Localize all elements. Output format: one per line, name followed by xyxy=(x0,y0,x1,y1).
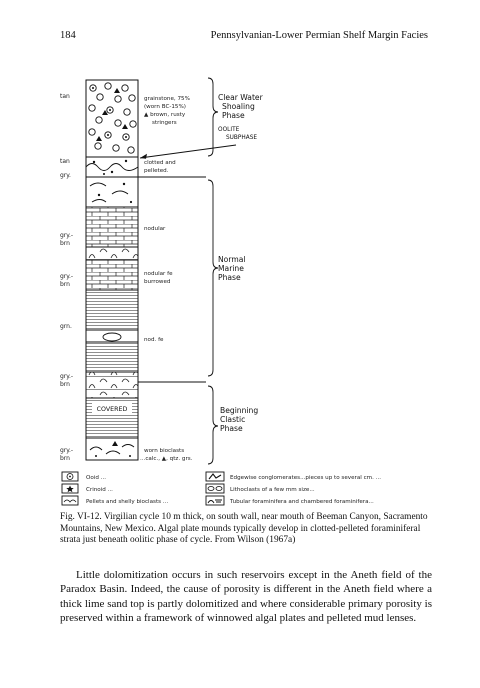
oolite-unit xyxy=(86,80,138,157)
phase-beginning-clastic-2: Clastic xyxy=(220,415,246,424)
legend-item-pellets xyxy=(62,496,168,505)
desc-worn-1: worn bioclasts xyxy=(144,448,185,454)
legend-label-tubular: Tubular foraminifera and chambered foraminifera... xyxy=(230,499,374,505)
desc-nodular: nodular xyxy=(144,226,166,232)
lith-label-grybrn-3a: gry.- xyxy=(60,373,74,380)
covered-interval xyxy=(86,398,138,438)
oolite-arrow-head xyxy=(140,154,147,159)
nodule-mark xyxy=(103,333,121,341)
phase-normal-marine-1: Normal xyxy=(218,255,246,264)
legend-label-pellets: Pellets and shelly bioclasts ... xyxy=(86,499,169,505)
bioclastic-unit xyxy=(86,177,138,207)
phase-beginning-clastic-1: Beginning xyxy=(220,406,259,415)
lith-label-grn: grn. xyxy=(60,323,72,330)
lith-label-grybrn-2b: brn xyxy=(60,281,70,288)
lith-label-grybrn-2a: gry.- xyxy=(60,273,74,280)
lith-label-gry: gry. xyxy=(60,172,71,179)
base-bioclastic-unit xyxy=(86,438,138,460)
phase-clear-water-1: Clear Water xyxy=(218,93,263,102)
desc-grainstone-2: (worn BC-15%) xyxy=(144,104,186,110)
laminated-unit-2 xyxy=(86,342,138,372)
phase-beginning-clastic-3: Phase xyxy=(220,424,243,433)
phase-clear-water-2: Shoaling xyxy=(222,102,255,111)
nodular-unit-3 xyxy=(86,372,138,398)
desc-nodular-fe-2: burrowed xyxy=(144,279,171,285)
lith-label-tan: tan xyxy=(60,158,70,165)
covered-label: COVERED xyxy=(96,406,128,413)
desc-worn-2: ...calc., ▲, qtz. grs. xyxy=(140,456,193,462)
legend-item-ooid xyxy=(62,472,106,481)
lith-label-tan-top: tan xyxy=(60,93,70,100)
legend-item-tubular xyxy=(206,496,374,505)
nodular-unit-2 xyxy=(86,247,138,260)
desc-nod-fe: nod. fe xyxy=(144,337,164,343)
nodular-unit-1 xyxy=(86,207,138,247)
lith-label-grybrn-1b: brn xyxy=(60,240,70,247)
desc-grainstone-4: stringers xyxy=(152,120,177,126)
desc-nodular-fe-1: nodular fe xyxy=(144,271,173,277)
desc-grainstone-1: grainstone, 75% xyxy=(144,96,190,102)
clotted-pelleted-unit xyxy=(86,157,138,177)
body-text xyxy=(60,568,432,626)
laminated-unit-1 xyxy=(86,290,138,330)
desc-clotted-1: clotted and xyxy=(144,160,176,166)
nodular-fe-unit xyxy=(86,260,138,290)
figure-caption: Fig. VI-12. Virgilian cycle 10 m thick, on south wall, near mouth of Beeman Canyon, Sacramento Mountains, New Mexico. Algal plate mounds typically develop in clotted-pelleted foraminiferal strata just beneath oolitic phase of cycle. From Wilson (1967a) xyxy=(60,512,428,546)
legend xyxy=(62,472,381,505)
phase-clear-water-3: Phase xyxy=(222,111,245,120)
desc-clotted-2: pelleted. xyxy=(144,168,169,174)
lith-label-grybrn-3b: brn xyxy=(60,381,70,388)
lith-label-grybrn-4a: gry.- xyxy=(60,447,74,454)
lith-label-grybrn-4b: brn xyxy=(60,455,70,462)
legend-item-lithoclasts xyxy=(206,484,315,493)
body-paragraph: Little dolomitization occurs in such reservoirs except in the Aneth field of the Paradox Basin. Indeed, the cause of porosity is different in the Aneth field where a thick lime sand top is partly dolomitized and where considerable primary porosity is preserved within a framework of winnowed algal plates and pelleted mud lenses. xyxy=(60,569,432,625)
lith-label-grybrn-1a: gry.- xyxy=(60,232,74,239)
desc-grainstone-3: ▲ brown, rusty xyxy=(144,112,186,118)
legend-item-crinoid xyxy=(62,484,113,493)
legend-item-edgewise xyxy=(206,472,381,481)
oolite-subphase-1: OOLITE xyxy=(218,127,240,133)
running-title: Pennsylvanian-Lower Permian Shelf Margin Facies xyxy=(210,30,428,41)
oolite-subphase-2: SUBPHASE xyxy=(226,135,258,141)
legend-label-ooid: Ooid ... xyxy=(86,475,107,481)
page-number: 184 xyxy=(60,30,76,41)
legend-label-edgewise: Edgewise conglomerates...pieces up to several cm. ... xyxy=(230,475,382,481)
phase-normal-marine-2: Marine xyxy=(218,264,244,273)
legend-label-lithoclasts: Lithoclasts of a few mm size... xyxy=(230,487,315,493)
legend-label-crinoid: Crinoid ... xyxy=(86,487,113,493)
phase-normal-marine-3: Phase xyxy=(218,273,241,282)
